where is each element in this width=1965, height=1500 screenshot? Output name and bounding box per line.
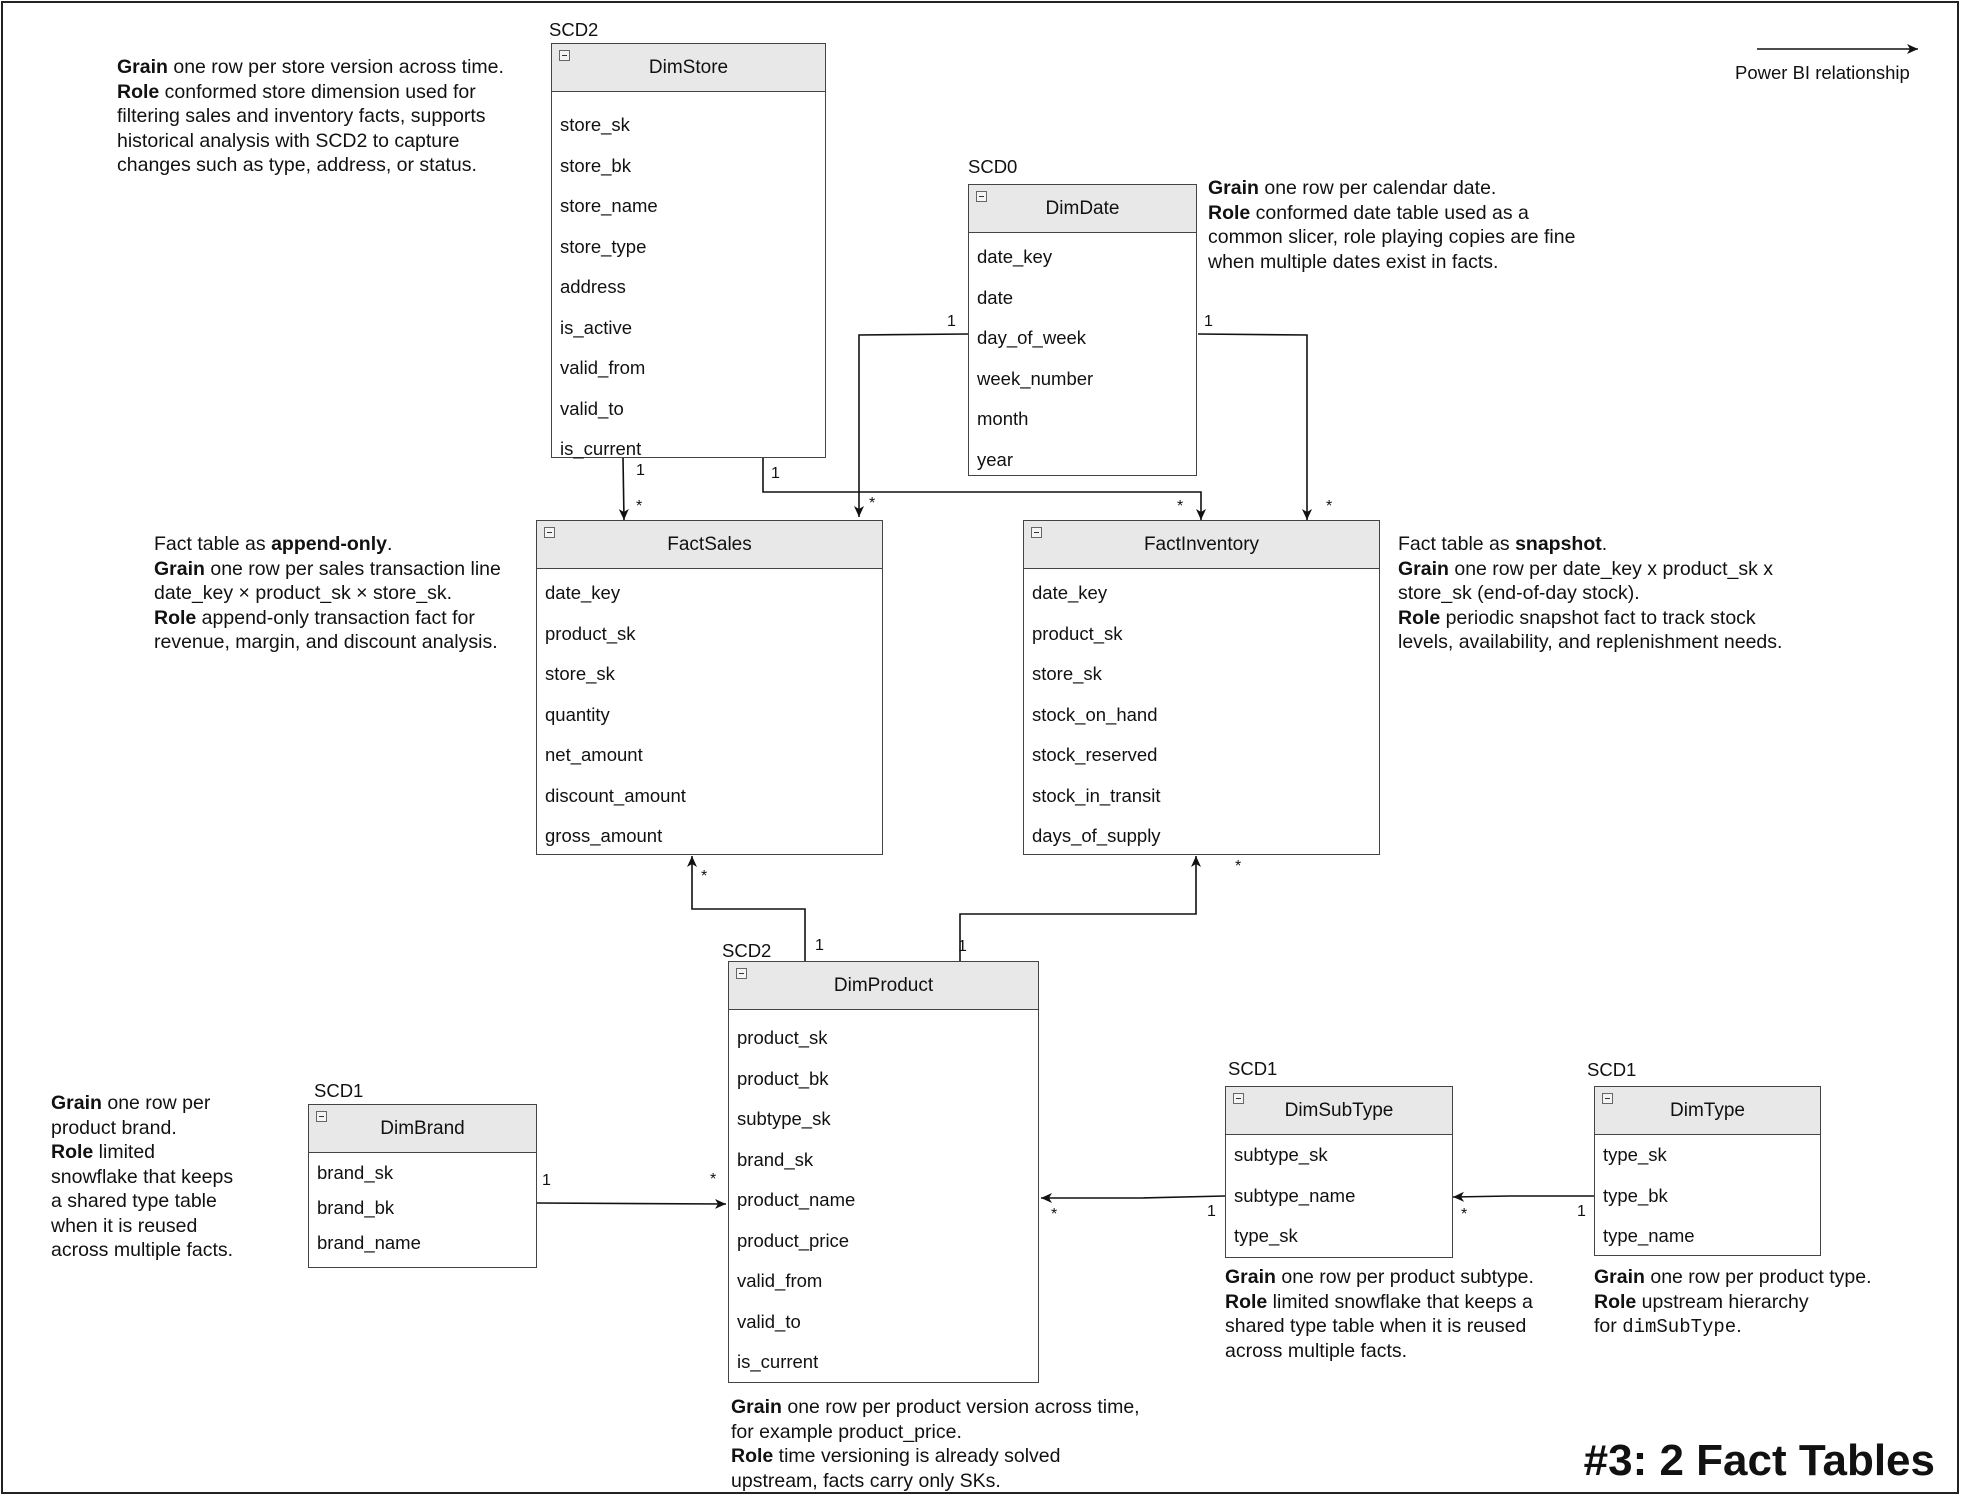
table-field: discount_amount (545, 784, 686, 806)
table-field: product_sk (737, 1027, 828, 1048)
collapse-icon[interactable] (976, 191, 987, 202)
table-field: product_price (737, 1229, 850, 1251)
table-field: store_type (560, 235, 647, 257)
cardinality-one: 1 (947, 313, 956, 330)
dimtype-scd-label: SCD1 (1587, 1059, 1637, 1080)
table-field: subtype_name (1234, 1184, 1356, 1206)
table-field: brand_sk (317, 1162, 394, 1183)
table-title: DimType (1670, 1099, 1745, 1121)
table-field: brand_sk (737, 1148, 814, 1170)
cardinality-many: * (1326, 498, 1333, 515)
table-field: is_current (737, 1351, 819, 1372)
rel-dimsubtype-dimproduct (1041, 1196, 1225, 1198)
table-field: store_sk (560, 114, 630, 135)
table-field: store_name (560, 195, 658, 216)
table-dimbrand[interactable] (308, 1104, 537, 1268)
cardinality-many: * (701, 868, 708, 885)
table-factsales[interactable] (536, 520, 883, 855)
table-title: DimSubType (1284, 1099, 1394, 1121)
table-dimsubtype[interactable] (1225, 1086, 1453, 1258)
table-field: is_active (560, 316, 632, 338)
collapse-icon[interactable] (1602, 1093, 1613, 1104)
cardinality-many: * (636, 498, 643, 515)
table-field: valid_from (560, 357, 646, 378)
table-field: product_sk (1032, 622, 1123, 644)
table-field: type_sk (1234, 1225, 1298, 1246)
collapse-icon[interactable] (736, 968, 747, 979)
note-dimsubtype: Grain one row per product subtype. Role limited snowflake that keeps a shared type table when it is reused across multiple facts. (1225, 1266, 1534, 1362)
rel-dimtype-dimsubtype (1453, 1196, 1594, 1197)
collapse-icon[interactable] (1233, 1093, 1244, 1104)
table-field: year (977, 448, 1013, 470)
table-field: stock_on_hand (1032, 703, 1158, 725)
table-field: net_amount (545, 744, 643, 765)
table-dimtype[interactable] (1594, 1086, 1821, 1256)
table-header (1595, 1087, 1820, 1135)
table-title: DimBrand (380, 1117, 465, 1139)
table-field: store_sk (1032, 663, 1102, 684)
note-dimbrand: Grain one row per product brand. Role limited snowflake that keeps a shared type table when it is reused across multiple facts. (51, 1092, 234, 1261)
note-dimproduct: Grain one row per product version across time, for example product_price. Role time versioning is already solved upstream, facts carry only SKs. (731, 1396, 1140, 1492)
cardinality-many: * (869, 495, 876, 512)
table-title: DimStore (648, 56, 729, 78)
cardinality-one: 1 (1577, 1203, 1586, 1220)
table-field: store_sk (545, 663, 615, 684)
note-dimstore: Grain one row per store version across time. Role conformed store dimension used for filtering sales and inventory facts, supports historical analysis with SCD2 to capture changes such as type, address, or status. (117, 56, 504, 176)
table-field: date (977, 286, 1014, 308)
table-field: valid_from (737, 1270, 823, 1291)
rel-dimbrand-dimproduct (536, 1203, 726, 1204)
cardinality-one: 1 (958, 938, 967, 955)
table-header (1024, 521, 1379, 569)
rel-dimdate-factinventory (1198, 334, 1307, 520)
table-field: type_sk (1603, 1144, 1667, 1165)
table-dimstore[interactable] (551, 43, 826, 458)
table-field: days_of_supply (1032, 825, 1161, 846)
table-field: store_bk (560, 154, 631, 176)
dimproduct-scd-label: SCD2 (722, 940, 772, 961)
collapse-icon[interactable] (544, 527, 555, 538)
dimsubtype-scd-label: SCD1 (1228, 1058, 1278, 1079)
rel-dimproduct-factinventory (960, 856, 1196, 961)
table-title: FactSales (667, 533, 752, 555)
table-field: day_of_week (977, 327, 1087, 348)
table-field: brand_bk (317, 1197, 395, 1218)
table-dimproduct[interactable] (728, 961, 1039, 1383)
cardinality-many: * (710, 1171, 717, 1188)
table-field: type_bk (1603, 1184, 1668, 1206)
collapse-icon[interactable] (316, 1111, 327, 1122)
table-header (552, 44, 825, 92)
collapse-icon[interactable] (1031, 527, 1042, 538)
cardinality-many: * (1235, 858, 1242, 875)
table-header (1226, 1087, 1452, 1135)
table-header (537, 521, 882, 569)
table-factinventory[interactable] (1023, 520, 1380, 855)
collapse-icon[interactable] (559, 50, 570, 61)
table-field: valid_to (737, 1310, 801, 1332)
table-field: subtype_sk (1234, 1144, 1328, 1165)
table-field: month (977, 408, 1029, 429)
table-field: week_number (977, 367, 1094, 389)
table-field: date_key (977, 246, 1053, 267)
table-field: stock_reserved (1032, 744, 1158, 765)
table-title: FactInventory (1143, 533, 1260, 555)
note-factsales: Fact table as append-only. Grain one row per sales transaction line date_key × product_sk × store_sk. Role append-only transaction fact for revenue, margin, and discount analysis. (154, 533, 501, 653)
table-field: quantity (545, 703, 610, 725)
legend-label: Power BI relationship (1735, 62, 1910, 83)
note-dimdate: Grain one row per calendar date. Role conformed date table used as a common slicer, role playing copies are fine when multiple dates exist in facts. (1208, 177, 1576, 273)
table-field: valid_to (560, 397, 624, 419)
table-dimdate[interactable] (968, 184, 1197, 476)
dimdate-scd-label: SCD0 (968, 156, 1018, 177)
cardinality-many: * (1177, 498, 1184, 515)
dimstore-scd-label: SCD2 (549, 19, 599, 40)
cardinality-one: 1 (815, 937, 824, 954)
table-field: type_name (1603, 1225, 1695, 1246)
table-header (729, 962, 1038, 1010)
table-title: DimDate (1045, 197, 1120, 219)
table-field: is_current (560, 438, 642, 459)
cardinality-one: 1 (1207, 1203, 1216, 1220)
table-field: product_name (737, 1189, 856, 1210)
table-title: DimProduct (833, 974, 934, 996)
cardinality-one: 1 (1204, 313, 1213, 330)
cardinality-many: * (1051, 1206, 1058, 1223)
table-field: stock_in_transit (1032, 784, 1161, 806)
dimbrand-scd-label: SCD1 (314, 1080, 364, 1101)
cardinality-one: 1 (771, 465, 780, 482)
table-field: date_key (545, 582, 621, 603)
diagram-title: #3: 2 Fact Tables (1583, 1436, 1935, 1485)
table-field: gross_amount (545, 825, 663, 846)
table-field: product_sk (545, 622, 636, 644)
cardinality-one: 1 (542, 1172, 551, 1189)
table-header (969, 185, 1196, 233)
table-field: product_bk (737, 1067, 829, 1089)
table-field: address (560, 276, 626, 297)
table-field: subtype_sk (737, 1108, 831, 1129)
cardinality-many: * (1461, 1206, 1468, 1223)
note-factinventory: Fact table as snapshot. Grain one row per date_key x product_sk x store_sk (end-of-day stock). Role periodic snapshot fact to track stock levels, availability, and replenishment needs. (1398, 533, 1783, 653)
table-header (309, 1105, 536, 1153)
table-field: brand_name (317, 1232, 421, 1253)
rel-dimdate-factsales (859, 334, 969, 517)
table-field: date_key (1032, 582, 1108, 603)
note-dimtype: Grain one row per product type. Role upstream hierarchy for dimSubType. (1594, 1266, 1872, 1338)
cardinality-one: 1 (636, 462, 645, 479)
